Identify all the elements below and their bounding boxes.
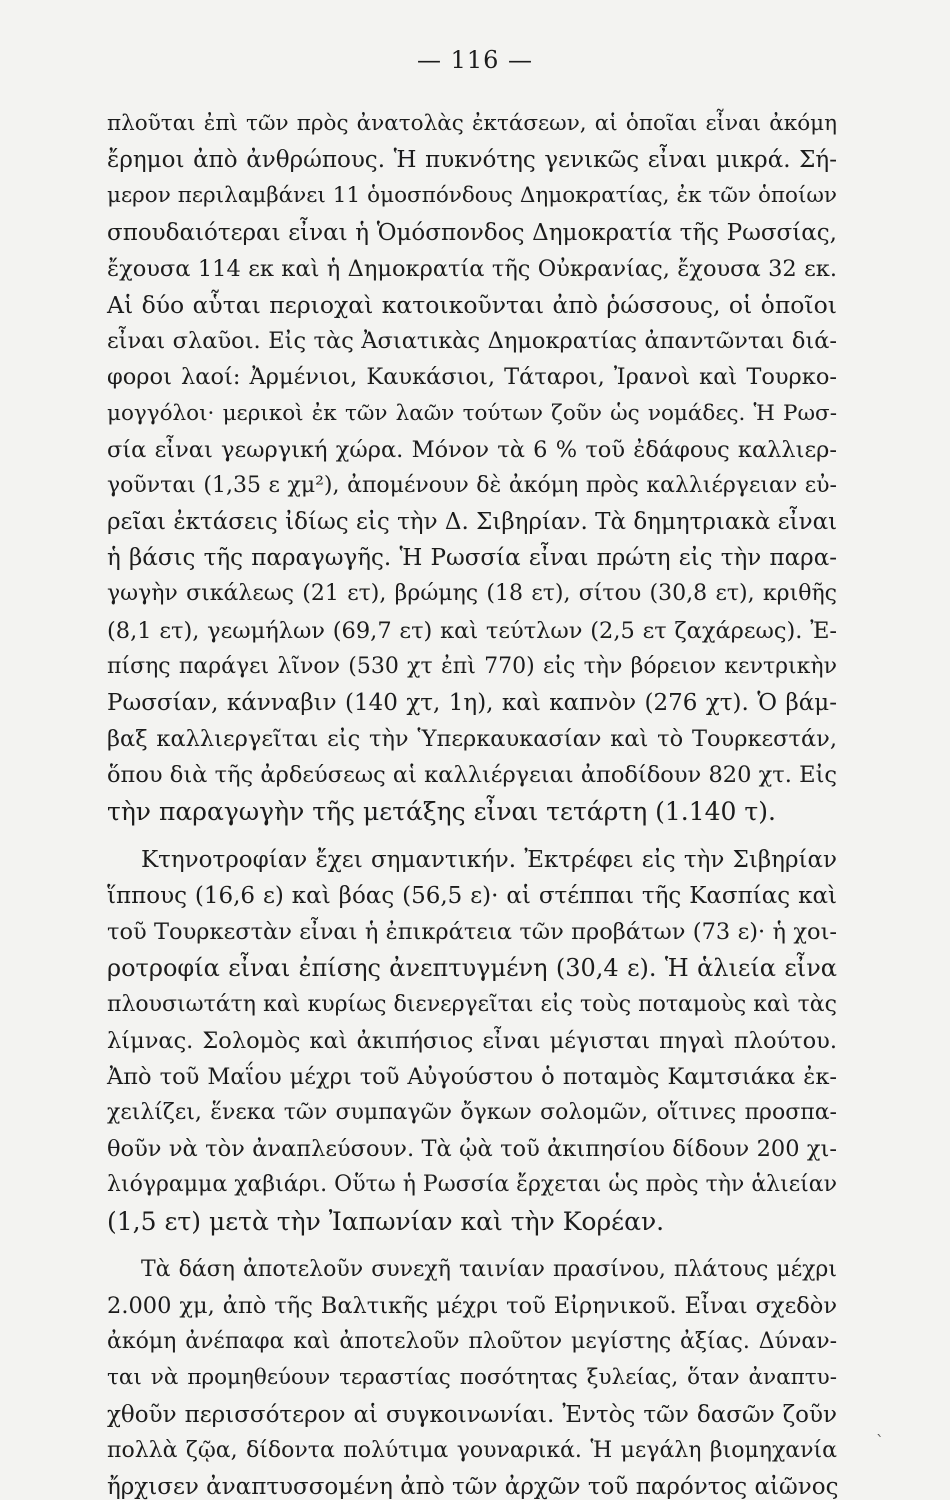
text-line: 2.000 χμ, ἀπὸ τῆς Βαλτικῆς μέχρι τοῦ Εἰρηνικοῦ. Εἶναι σχεδὸν	[107, 1293, 837, 1319]
text-line: χθοῦν περισσότερον αἱ συγκοινωνίαι. Ἐντὸς τῶν δασῶν ζοῦν	[107, 1401, 837, 1428]
text-line: ἀκόμη ἀνέπαφα καὶ ἀποτελοῦν πλοῦτον μεγίστης ἀξίας. Δύναν-	[107, 1329, 837, 1355]
text-line: ἤρχισεν ἀναπτυσσομένη ἀπὸ τῶν ἀρχῶν τοῦ παρόντος αἰῶνος	[107, 1473, 839, 1500]
body-text	[107, 106, 837, 1500]
text-line: πλουσιωτάτη καὶ κυρίως διενεργεῖται εἰς τοὺς ποταμοὺς καὶ τὰς	[107, 991, 837, 1017]
text-line: ἡ βάσις τῆς παραγωγῆς. Ἡ Ρωσσία εἶναι πρώτη εἰς τὴν παρα-	[107, 545, 837, 572]
text-line: φοροι λαοί: Ἀρμένιοι, Καυκάσιοι, Τάταροι, Ἰρανοὶ καὶ Τουρκο-	[107, 364, 837, 391]
text-line: ται νὰ προμηθεύουν τεραστίας ποσότητας ξυλείας, ὅταν ἀναπτυ-	[107, 1365, 837, 1391]
text-line: Αἱ δύο αὗται περιοχαὶ κατοικοῦνται ἀπὸ ῥώσσους, οἱ ὁποῖοι	[107, 290, 837, 319]
text-line: ἵππους (16,6 ε) καὶ βόας (56,5 ε)· αἱ στέππαι τῆς Κασπίας καὶ	[107, 882, 837, 909]
text-line: μερον περιλαμβάνει 11 ὁμοσπόνδους Δημοκρατίας, ἐκ τῶν ὁποίων	[107, 183, 837, 209]
text-line: γοῦνται (1,35 ε χμ²), ἀπομένουν δὲ ἀκόμη πρὸς καλλιέργειαν εὐ-	[107, 472, 837, 498]
paragraph-gap	[107, 830, 837, 842]
text-line: λίμνας. Σολομὸς καὶ ἀκιπήσιος εἶναι μέγισται πηγαὶ πλούτου.	[107, 1027, 837, 1054]
text-line: ἔχουσα 114 εκ καὶ ἡ Δημοκρατία τῆς Οὐκρανίας, ἔχουσα 32 εκ.	[107, 255, 837, 282]
text-line: χειλίζει, ἕνεκα τῶν συμπαγῶν ὄγκων σολομῶν, οἵτινες προσπα-	[107, 1100, 837, 1126]
text-line: λιόγραμμα χαβιάρι. Οὕτω ἡ Ρωσσία ἔρχεται ὡς πρὸς τὴν ἁλιείαν	[107, 1172, 837, 1198]
paragraph-2	[107, 842, 837, 1240]
paragraph-3	[107, 1252, 837, 1500]
text-line: τοῦ Τουρκεστὰν εἶναι ἡ ἐπικράτεια τῶν προβάτων (73 ε)· ἡ χοι-	[107, 919, 837, 946]
text-line: (8,1 ετ), γεωμήλων (69,7 ετ) καὶ τεύτλων (2,5 ετ ζαχάρεως). Ἐ-	[107, 617, 837, 644]
text-line: Ἀπὸ τοῦ Μαΐου μέχρι τοῦ Αὐγούστου ὁ ποταμὸς Καμτσιάκα ἐκ-	[107, 1063, 837, 1090]
text-line: ἔρημοι ἀπὸ ἀνθρώπους. Ἡ πυκνότης γενικῶς εἶναι μικρά. Σή-	[107, 147, 837, 174]
text-line: τὴν παραγωγὴν τῆς μετάξης εἶναι τετάρτη (1.140 τ).	[107, 796, 776, 826]
text-line: ροτροφία εἶναι ἐπίσης ἀνεπτυγμένη (30,4 ε). Ἡ ἁλιεία εἶνα	[107, 954, 837, 983]
text-line: Τὰ δάση ἀποτελοῦν συνεχῆ ταινίαν πρασίνου, πλάτους μέχρι	[141, 1256, 837, 1282]
text-line: ὅπου διὰ τῆς ἀρδεύσεως αἱ καλλιέργειαι ἀποδίδουν 820 χτ. Εἰς	[107, 762, 837, 789]
paragraph-gap	[107, 1240, 837, 1252]
text-line: πλοῦται ἐπὶ τῶν πρὸς ἀνατολὰς ἐκτάσεων, αἱ ὁποῖαι εἶναι ἀκόμη	[107, 111, 837, 136]
text-line: πολλὰ ζῷα, δίδοντα πολύτιμα γουναρικά. Ἡ μεγάλη βιομηχανία	[107, 1437, 837, 1463]
text-line: σία εἶναι γεωργική χώρα. Μόνον τὰ 6 % τοῦ ἐδάφους καλλιερ-	[107, 436, 837, 463]
text-line: ρεῖαι ἐκτάσεις ἰδίως εἰς τὴν Δ. Σιβηρίαν. Τὰ δημητριακὰ εἶναι	[107, 509, 838, 536]
text-line: πίσης παράγει λῖνον (530 χτ ἐπὶ 770) εἰς τὴν βόρειον κεντρικὴν	[107, 653, 837, 679]
text-line: σπουδαιότεραι εἶναι ἡ Ὁμόσπονδος Δημοκρατία τῆς Ρωσσίας,	[107, 219, 837, 246]
text-line: θοῦν νὰ τὸν ἀναπλεύσουν. Τὰ ᾠὰ τοῦ ἀκιπησίου δίδουν 200 χι-	[107, 1136, 837, 1163]
text-line: γωγὴν σικάλεως (21 ετ), βρώμης (18 ετ), σίτου (30,8 ετ), κριθῆς	[107, 581, 837, 607]
page-number: — 116 —	[416, 46, 534, 74]
text-line: μογγόλοι· μερικοὶ ἐκ τῶν λαῶν τούτων ζοῦν ὡς νομάδες. Ἡ Ρωσ-	[107, 400, 837, 426]
text-line: εἶναι σλαῦοι. Εἰς τὰς Ἀσιατικὰς Δημοκρατίας ἀπαντῶνται διά-	[107, 328, 837, 355]
text-line: βαξ καλλιεργεῖται εἰς τὴν Ὑπερκαυκασίαν καὶ τὸ Τουρκεστάν,	[107, 726, 837, 753]
text-line: Κτηνοτροφίαν ἔχει σημαντικήν. Ἐκτρέφει εἰς τὴν Σιβηρίαν	[141, 846, 837, 873]
text-line: (1,5 ετ) μετὰ τὴν Ἰαπωνίαν καὶ τὴν Κορέαν.	[107, 1206, 665, 1236]
edge-speck: ˋ	[876, 1432, 884, 1451]
text-line: Ρωσσίαν, κάνναβιν (140 χτ, 1η), καὶ καπνὸν (276 χτ). Ὁ βάμ-	[107, 690, 837, 716]
paragraph-1	[107, 106, 837, 830]
